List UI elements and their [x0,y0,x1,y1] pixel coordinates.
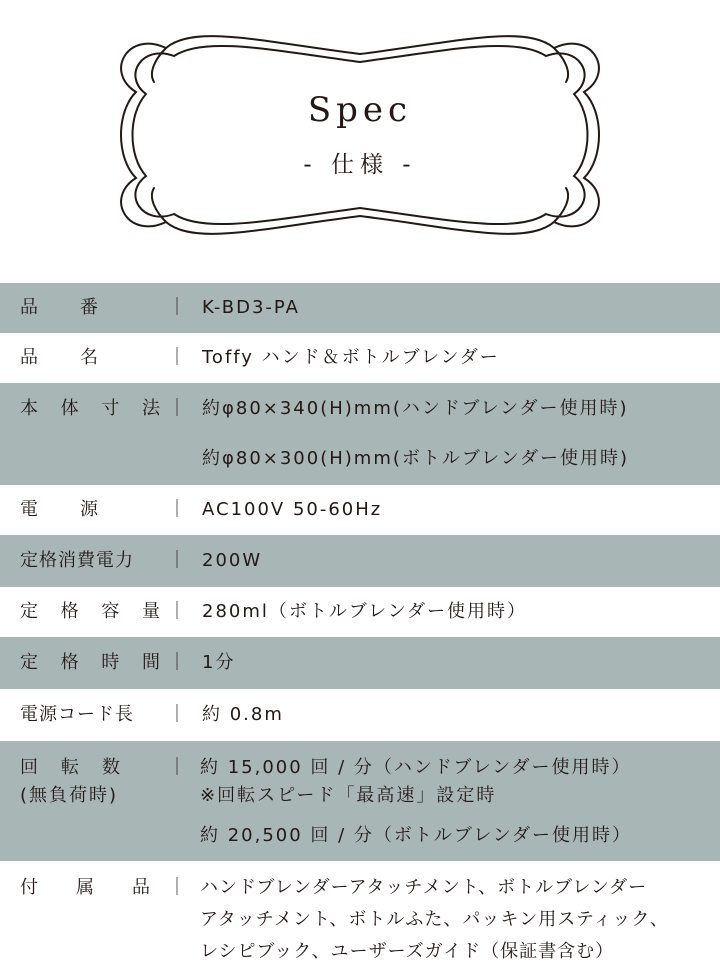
spec-row-cord-length [0,689,720,741]
spec-row-power-source [0,485,720,535]
spec-separator: ｜ [168,877,188,898]
spec-separator: ｜ [168,550,188,571]
spec-value: AC100V 50-60Hz [202,499,383,520]
spec-value: ハンドブレンダーアタッチメント、ボトルブレンダー [200,877,648,898]
page-title: Spec [307,90,413,130]
spec-separator: ｜ [168,347,188,368]
spec-value: 約 20,500 回 / 分（ボトルブレンダー使用時） [200,825,633,846]
spec-value: 1分 [202,652,236,673]
spec-value: 約φ80×340(H)mm(ハンドブレンダー使用時) [202,398,629,419]
spec-separator: ｜ [168,499,188,520]
spec-value: アタッチメント、ボトルふた、パッキン用スティック、 [200,909,669,930]
spec-label: 定格消費電力 [20,550,134,571]
spec-separator: ｜ [168,601,188,622]
spec-row-model-number [0,283,720,333]
spec-label: 定 格 時 間 [20,652,162,673]
spec-row-power-consumption [0,535,720,587]
spec-value: 200W [202,550,263,571]
spec-label: 本 体 寸 法 [20,398,162,419]
ornamental-frame-icon [104,20,616,250]
spec-table [0,283,720,971]
spec-value: 約φ80×300(H)mm(ボトルブレンダー使用時) [202,448,630,469]
spec-value: 280ml（ボトルブレンダー使用時） [202,601,528,622]
spec-separator: ｜ [168,704,188,725]
spec-row-capacity [0,587,720,637]
spec-header [0,0,720,283]
spec-label: 回 転 数 [20,757,122,778]
spec-value: K-BD3-PA [202,297,300,318]
spec-value: Toffy ハンド＆ボトルブレンダー [202,347,500,368]
spec-separator: ｜ [168,398,188,419]
spec-value: 約 15,000 回 / 分（ハンドブレンダー使用時） [200,757,632,778]
spec-separator: ｜ [168,757,188,778]
spec-note: ※回転スピード「最高速」設定時 [200,785,497,806]
spec-sublabel: (無負荷時) [20,785,119,806]
spec-separator: ｜ [168,652,188,673]
spec-value: レシピブック、ユーザーズガイド（保証書含む） [200,941,615,962]
spec-label: 定 格 容 量 [20,601,162,622]
spec-label: 電源コード長 [20,704,134,725]
spec-row-accessories [0,861,720,971]
spec-row-rotation-speed [0,741,720,861]
spec-value: 約 0.8m [202,704,284,725]
spec-row-dimensions [0,383,720,485]
spec-label: 品 名 [20,347,100,368]
spec-label: 付 属 品 [20,877,152,898]
spec-row-rated-time [0,637,720,689]
spec-label: 品 番 [20,297,100,318]
spec-label: 電 源 [20,499,100,520]
page-subtitle: - 仕様 - [303,152,417,178]
spec-separator: ｜ [168,297,188,318]
spec-row-product-name [0,333,720,383]
